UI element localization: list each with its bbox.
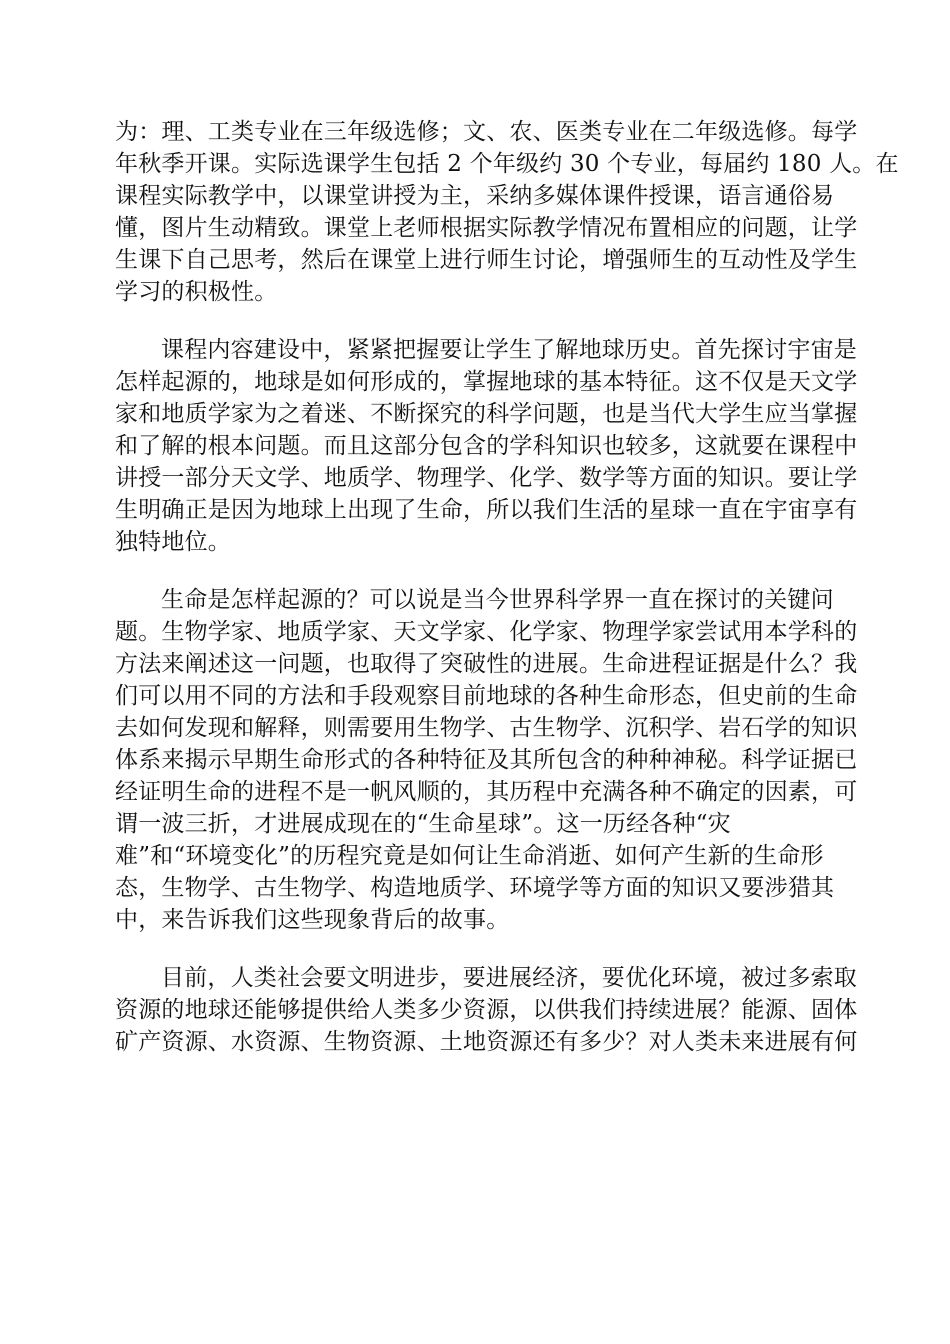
text-line: 学习的积极性。 <box>115 279 278 305</box>
paragraph-earth-resources <box>115 962 858 1058</box>
text-line: 去如何发现和解释，则需要用生物学、古生物学、沉积学、岩石学的知识 <box>115 715 858 741</box>
text-line: 方法来阐述这一问题，也取得了突破性的进展。生命进程证据是什么？我 <box>115 651 858 677</box>
text-line: 课程实际教学中，以课堂讲授为主，采纳多媒体课件授课，语言通俗易 <box>115 183 835 209</box>
document-body <box>115 116 899 1084</box>
text-line: 独特地位。 <box>115 529 231 555</box>
text-line: 生命是怎样起源的？可以说是当今世界科学界一直在探讨的关键问 <box>161 587 834 613</box>
text-line: 生课下自己思考，然后在课堂上进行师生讨论，增强师生的互动性及学生 <box>115 247 858 273</box>
text-line: 资源的地球还能够提供给人类多少资源，以供我们持续进展？能源、固体 <box>115 997 858 1023</box>
text-line: 题。生物学家、地质学家、天文学家、化学家、物理学家尝试用本学科的 <box>115 619 858 645</box>
paragraph-course-content <box>115 334 858 558</box>
text-line: 生明确正是因为地球上出现了生命，所以我们生活的星球一直在宇宙享有 <box>115 497 858 523</box>
text-line: 目前，人类社会要文明进步，要进展经济，要优化环境，被过多索取 <box>161 965 857 991</box>
text-line: 难”和“环境变化”的历程究竟是如何让生命消逝、如何产生新的生命形 <box>115 843 824 869</box>
text-line: 们可以用不同的方法和手段观察目前地球的各种生命形态，但史前的生命 <box>115 683 858 709</box>
text-line: 讲授一部分天文学、地质学、物理学、化学、数学等方面的知识。要让学 <box>115 465 858 491</box>
text-line: 经证明生命的进程不是一帆风顺的，其历程中充满各种不确定的因素，可 <box>115 779 858 805</box>
text-line: 为：理、工类专业在三年级选修；文、农、医类专业在二年级选修。每学 <box>115 119 858 145</box>
text-line: 态，生物学、古生物学、构造地质学、环境学等方面的知识又要涉猎其 <box>115 875 835 901</box>
text-line: 懂，图片生动精致。课堂上老师根据实际教学情况布置相应的问题，让学 <box>115 215 858 241</box>
text-line: 矿产资源、水资源、生物资源、土地资源还有多少？对人类未来进展有何 <box>115 1029 858 1055</box>
paragraph-origin-of-life <box>115 584 858 936</box>
text-line: 谓一波三折，才进展成现在的“生命星球”。这一历经各种“灾 <box>115 811 731 837</box>
text-line: 和了解的根本问题。而且这部分包含的学科知识也较多，这就要在课程中 <box>115 433 858 459</box>
text-line: 课程内容建设中，紧紧把握要让学生了解地球历史。首先探讨宇宙是 <box>161 337 857 363</box>
text-line: 家和地质学家为之着迷、不断探究的科学问题，也是当代大学生应当掌握 <box>115 401 858 427</box>
paragraph-course-schedule <box>115 116 899 308</box>
text-line: 中，来告诉我们这些现象背后的故事。 <box>115 907 510 933</box>
text-line: 怎样起源的，地球是如何形成的，掌握地球的基本特征。这不仅是天文学 <box>115 369 858 395</box>
text-line: 年秋季开课。实际选课学生包括 2 个年级约 30 个专业，每届约 180 人。在 <box>115 151 899 177</box>
text-line: 体系来揭示早期生命形式的各种特征及其所包含的种种神秘。科学证据已 <box>115 747 858 773</box>
